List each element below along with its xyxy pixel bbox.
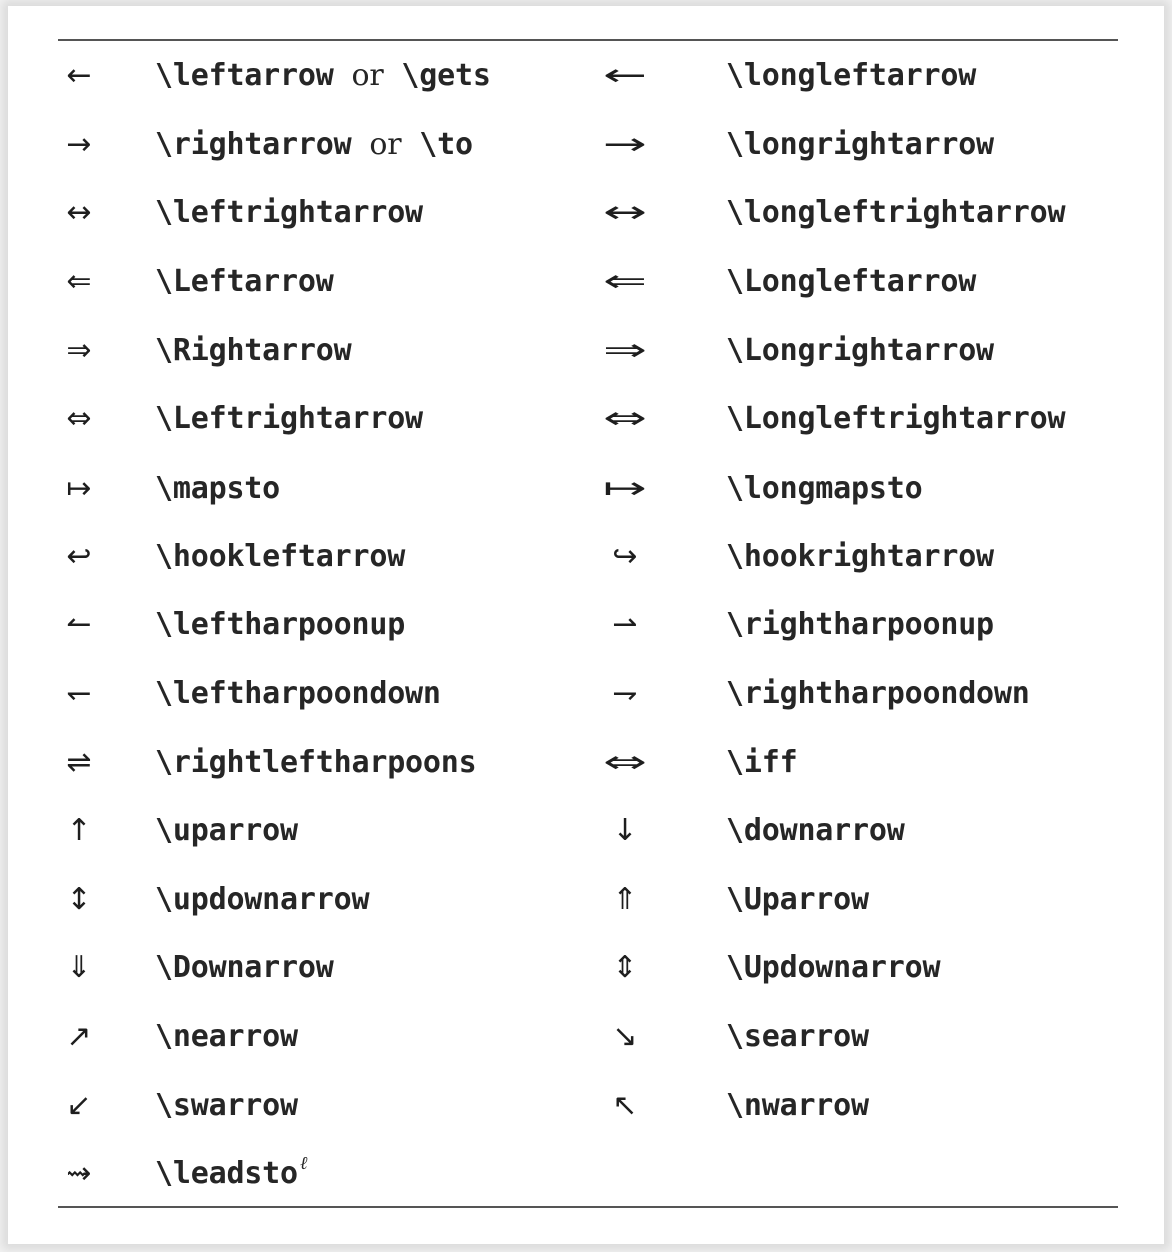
command-name: \updownarrow — [155, 882, 370, 917]
rightleftharpoons-symbol: ⇌ — [66, 745, 92, 780]
iff-symbol: ⇔ — [602, 745, 647, 780]
double-longleftarrow-symbol: ⇐ — [602, 264, 647, 299]
rightharpoonup-symbol: ⇀ — [612, 607, 638, 642]
table-row — [0, 738, 1172, 788]
command-name: \longmapsto — [726, 471, 923, 506]
leftarrow-symbol: ← — [66, 58, 92, 93]
rightharpoondown-symbol: ⇁ — [612, 676, 638, 711]
double-longrightarrow-symbol: ⇒ — [602, 333, 647, 368]
table-row — [0, 394, 1172, 444]
double-longleftrightarrow-symbol: ⇔ — [602, 401, 647, 436]
command-name: \Downarrow — [155, 950, 334, 985]
command-name: \Updownarrow — [726, 950, 941, 985]
command-name: \Longleftarrow — [726, 264, 977, 299]
top-rule — [58, 39, 1118, 41]
command-name: \leftarrow or \gets — [155, 58, 491, 93]
leftharpoondown-symbol: ↽ — [66, 676, 92, 711]
command-name: \searrow — [726, 1019, 869, 1054]
command-name: \rightharpoonup — [726, 607, 994, 642]
table-row — [0, 1012, 1172, 1062]
longleftarrow-symbol: ← — [602, 58, 647, 93]
longmapsto-symbol: ↦ — [602, 471, 647, 506]
command-name: \Leftrightarrow — [155, 401, 423, 436]
leftrightarrow-symbol: ↔ — [66, 195, 92, 230]
double-uparrow-symbol: ⇑ — [612, 882, 638, 917]
table-row — [0, 257, 1172, 307]
hookleftarrow-symbol: ↩ — [66, 539, 92, 574]
uparrow-symbol: ↑ — [66, 813, 92, 848]
double-leftrightarrow-symbol: ⇔ — [66, 401, 92, 436]
command-name: \swarrow — [155, 1088, 298, 1123]
command-name: \rightharpoondown — [726, 676, 1030, 711]
command-name: \rightleftharpoons — [155, 745, 477, 780]
double-updownarrow-symbol: ⇕ — [612, 950, 638, 985]
command-name: \leftrightarrow — [155, 195, 423, 230]
command-name: \longleftarrow — [726, 58, 977, 93]
table-row — [0, 806, 1172, 856]
table-row — [0, 464, 1172, 514]
table-row — [0, 326, 1172, 376]
bottom-rule — [58, 1206, 1118, 1208]
table-row — [0, 669, 1172, 719]
command-name: \mapsto — [155, 471, 281, 506]
command-name: \hookleftarrow — [155, 539, 406, 574]
command-name: \rightarrow or \to — [155, 127, 473, 162]
table-row — [0, 532, 1172, 582]
footnote-marker: ℓ — [299, 1153, 308, 1174]
swarrow-symbol: ↙ — [66, 1088, 92, 1123]
nearrow-symbol: ↗ — [66, 1019, 92, 1054]
leadsto-symbol: ⇝ — [66, 1156, 92, 1191]
double-leftarrow-symbol: ⇐ — [66, 264, 92, 299]
command-name: \downarrow — [726, 813, 905, 848]
command-name: \leftharpoondown — [155, 676, 441, 711]
hookrightarrow-symbol: ↪ — [612, 539, 638, 574]
command-name: \Longrightarrow — [726, 333, 994, 368]
command-name: \Longleftrightarrow — [726, 401, 1066, 436]
table-row — [0, 51, 1172, 101]
mapsto-symbol: ↦ — [66, 471, 92, 506]
command-name: \iff — [726, 745, 798, 780]
command-name: \Uparrow — [726, 882, 869, 917]
command-name: \Leftarrow — [155, 264, 334, 299]
command-name: \longrightarrow — [726, 127, 994, 162]
command-name: \hookrightarrow — [726, 539, 994, 574]
rightarrow-symbol: → — [66, 127, 92, 162]
table-row — [0, 120, 1172, 170]
command-name: \nwarrow — [726, 1088, 869, 1123]
longrightarrow-symbol: → — [602, 127, 647, 162]
double-downarrow-symbol: ⇓ — [66, 950, 92, 985]
leftharpoonup-symbol: ↼ — [66, 607, 92, 642]
table-row — [0, 943, 1172, 993]
updownarrow-symbol: ↕ — [66, 882, 92, 917]
searrow-symbol: ↘ — [612, 1019, 638, 1054]
command-name: \leftharpoonup — [155, 607, 406, 642]
table-row — [0, 600, 1172, 650]
command-name: \nearrow — [155, 1019, 298, 1054]
table-row — [0, 1149, 1172, 1199]
downarrow-symbol: ↓ — [612, 813, 638, 848]
command-name: \leadsto $^\ell$ — [155, 1153, 308, 1191]
table-row — [0, 875, 1172, 925]
table-row — [0, 1081, 1172, 1131]
command-name: \Rightarrow — [155, 333, 352, 368]
longleftrightarrow-symbol: ↔ — [602, 195, 647, 230]
command-name: \uparrow — [155, 813, 298, 848]
table-row — [0, 188, 1172, 238]
double-rightarrow-symbol: ⇒ — [66, 333, 92, 368]
command-name: \longleftrightarrow — [726, 195, 1066, 230]
nwarrow-symbol: ↖ — [612, 1088, 638, 1123]
